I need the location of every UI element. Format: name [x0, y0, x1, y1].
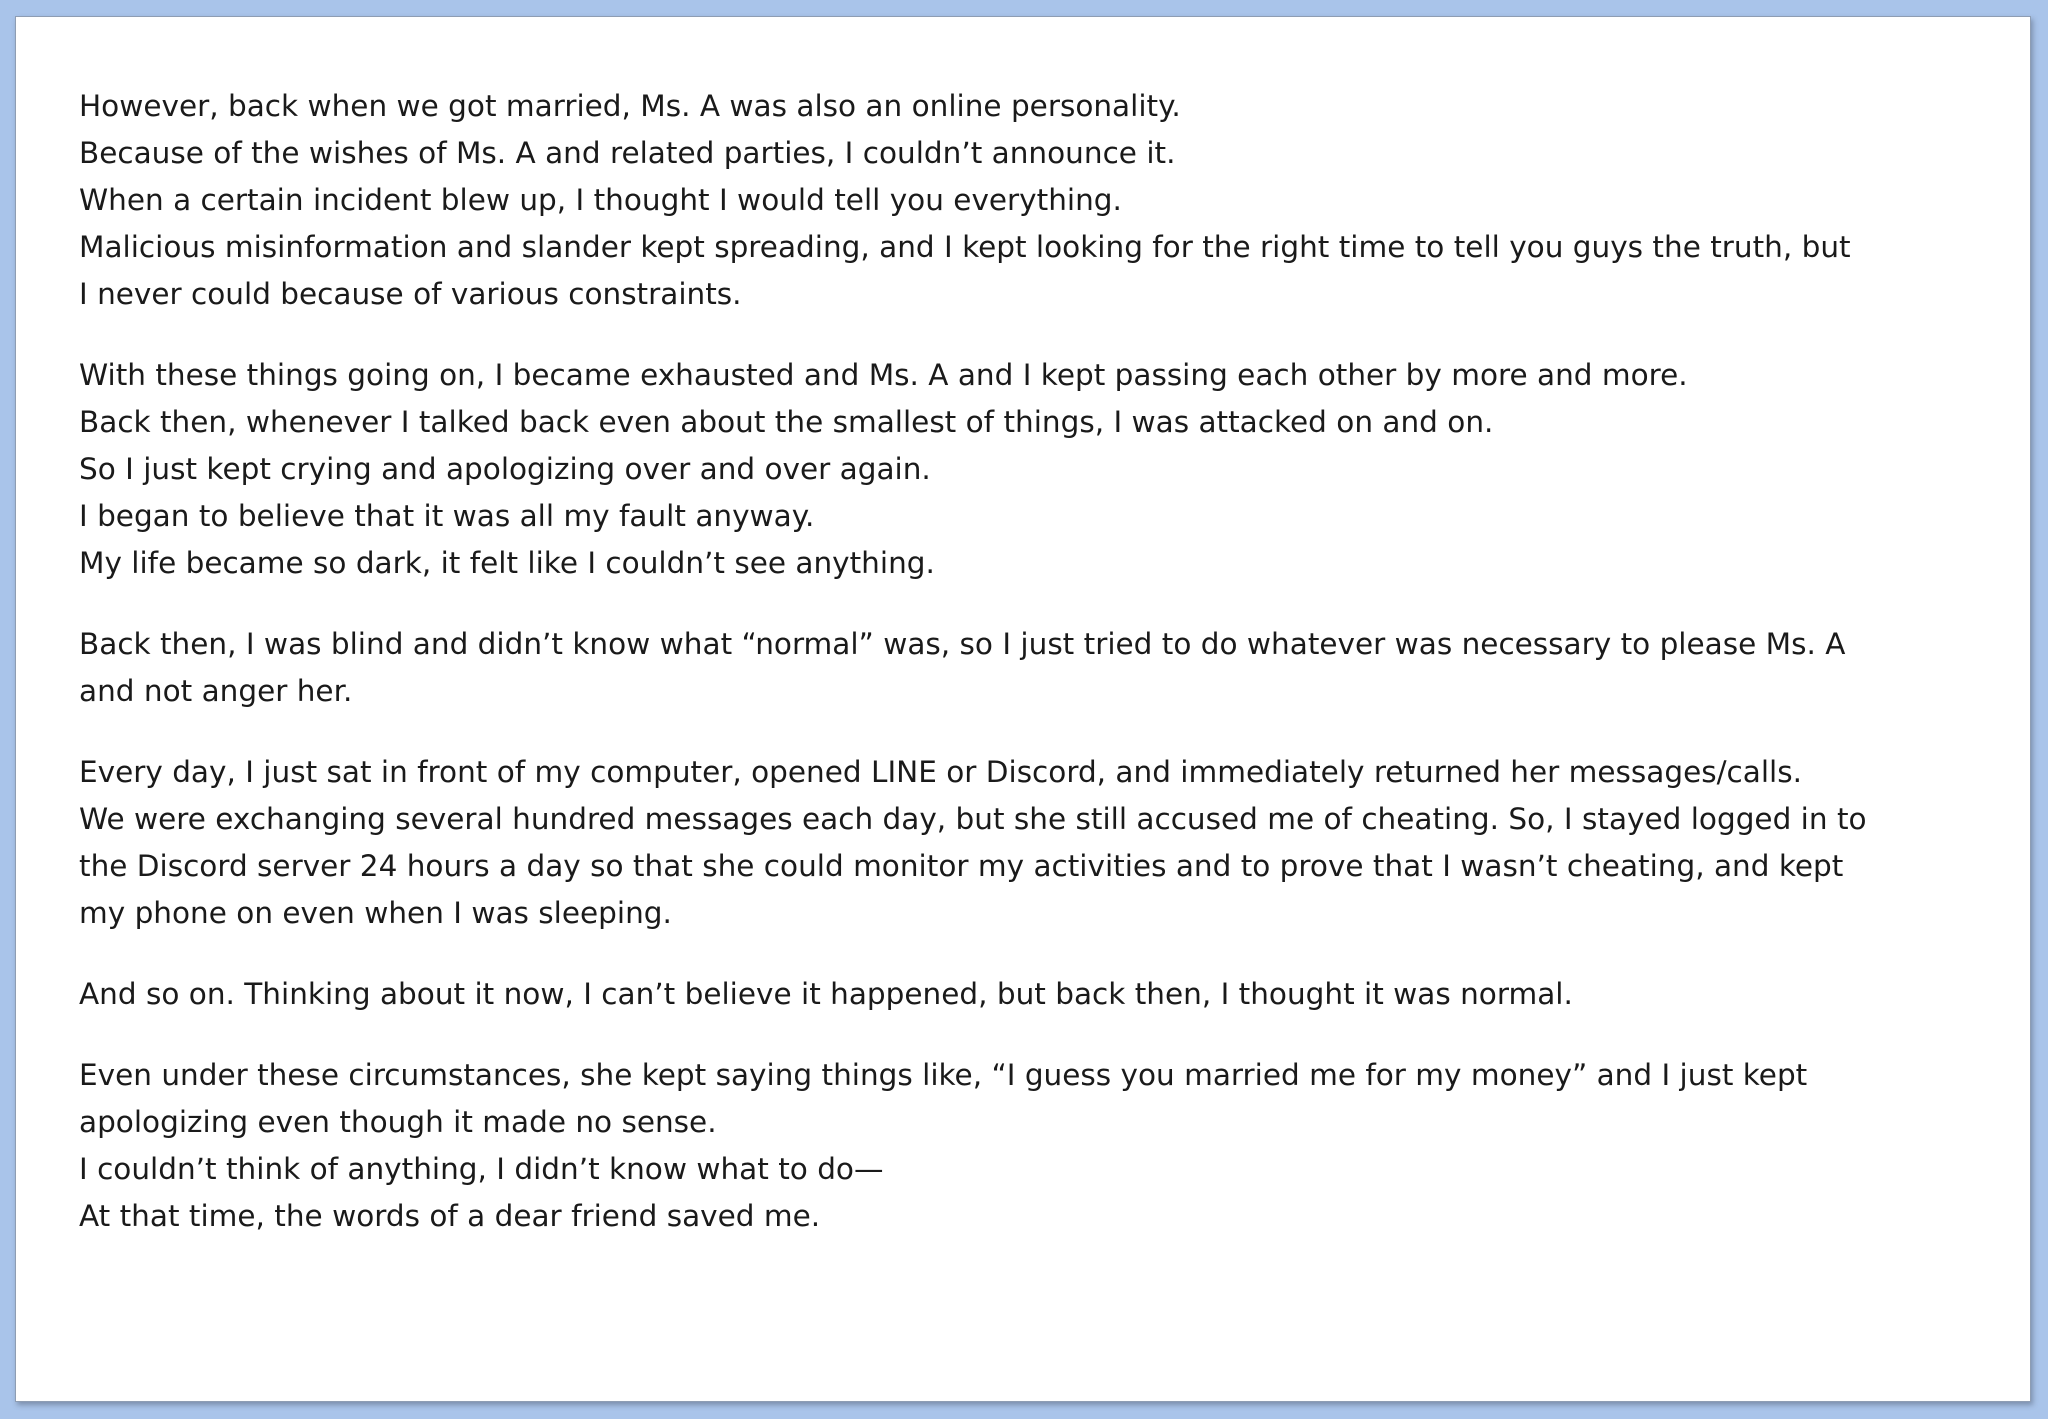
text-line: the Discord server 24 hours a day so that she could monitor my activities and to prove that I wasn’t cheating, and kept	[79, 849, 1844, 883]
text-line: So I just kept crying and apologizing over and over again.	[79, 452, 931, 486]
text-line: apologizing even though it made no sense.	[79, 1105, 717, 1139]
text-line: Back then, I was blind and didn’t know what “normal” was, so I just tried to do whatever was necessary to please Ms. A	[79, 627, 1846, 661]
text-line: I never could because of various constraints.	[79, 277, 742, 311]
text-line: At that time, the words of a dear friend saved me.	[79, 1199, 821, 1233]
text-line: my phone on even when I was sleeping.	[79, 896, 672, 930]
text-line: However, back when we got married, Ms. A was also an online personality.	[79, 89, 1181, 123]
text-line: Because of the wishes of Ms. A and related parties, I couldn’t announce it.	[79, 136, 1176, 170]
paragraph-4	[79, 749, 1979, 937]
document-body	[79, 83, 1979, 1274]
text-line: We were exchanging several hundred messages each day, but she still accused me of cheating. So, I stayed logged in to	[79, 802, 1867, 836]
text-line: And so on. Thinking about it now, I can’t believe it happened, but back then, I thought it was normal.	[79, 977, 1573, 1011]
text-line: Every day, I just sat in front of my computer, opened LINE or Discord, and immediately returned her messages/calls.	[79, 755, 1802, 789]
text-line: With these things going on, I became exhausted and Ms. A and I kept passing each other by more and more.	[79, 358, 1688, 392]
text-line: I couldn’t think of anything, I didn’t know what to do—	[79, 1152, 884, 1186]
paragraph-6	[79, 1052, 1979, 1240]
text-line: Back then, whenever I talked back even about the smallest of things, I was attacked on and on.	[79, 405, 1494, 439]
text-line: Even under these circumstances, she kept saying things like, “I guess you married me for my money” and I just kept	[79, 1058, 1808, 1092]
paragraph-3	[79, 621, 1979, 715]
text-line: When a certain incident blew up, I thought I would tell you everything.	[79, 183, 1122, 217]
text-line: and not anger her.	[79, 674, 353, 708]
document-page	[15, 16, 2031, 1402]
text-line: My life became so dark, it felt like I couldn’t see anything.	[79, 546, 935, 580]
paragraph-1	[79, 83, 1979, 318]
paragraph-2	[79, 352, 1979, 587]
text-line: I began to believe that it was all my fault anyway.	[79, 499, 815, 533]
paragraph-5	[79, 971, 1979, 1018]
text-line: Malicious misinformation and slander kept spreading, and I kept looking for the right time to tell you guys the truth, but	[79, 230, 1851, 264]
